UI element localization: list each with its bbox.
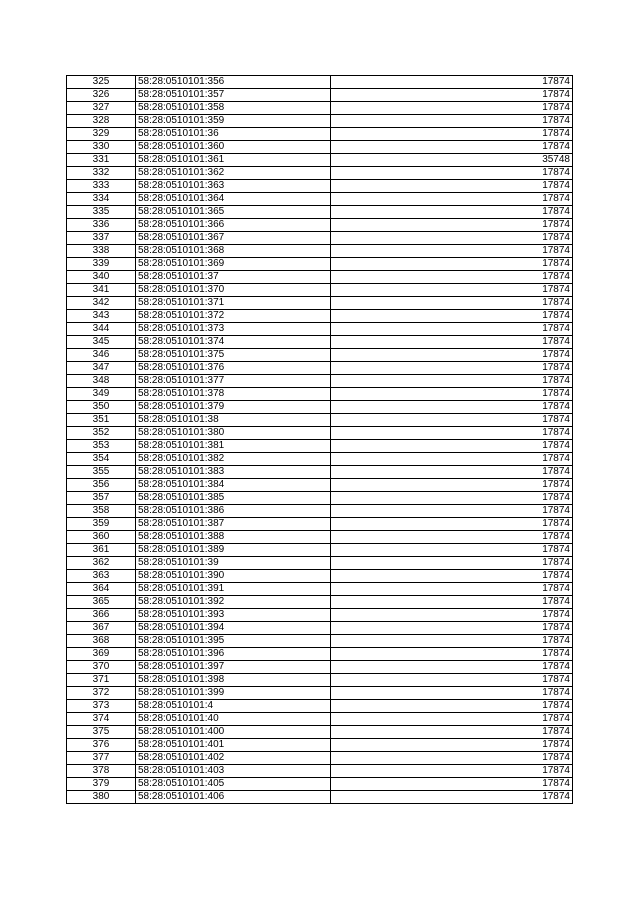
value-cell: 17874 (331, 674, 573, 687)
table-row (67, 492, 573, 505)
table-row (67, 440, 573, 453)
row-number-cell: 364 (67, 583, 136, 596)
value-cell: 17874 (331, 102, 573, 115)
table-row (67, 193, 573, 206)
row-number-cell: 339 (67, 258, 136, 271)
cadastral-number-cell: 58:28:0510101:39 (136, 557, 331, 570)
row-number-cell: 344 (67, 323, 136, 336)
value-cell: 17874 (331, 440, 573, 453)
value-cell: 17874 (331, 466, 573, 479)
cadastral-number-cell: 58:28:0510101:397 (136, 661, 331, 674)
table-row (67, 258, 573, 271)
value-cell: 17874 (331, 700, 573, 713)
value-cell: 17874 (331, 648, 573, 661)
cadastral-number-cell: 58:28:0510101:392 (136, 596, 331, 609)
row-number-cell: 369 (67, 648, 136, 661)
row-number-cell: 349 (67, 388, 136, 401)
row-number-cell: 374 (67, 713, 136, 726)
table-row (67, 349, 573, 362)
value-cell: 17874 (331, 336, 573, 349)
table-row (67, 375, 573, 388)
value-cell: 17874 (331, 518, 573, 531)
cadastral-number-cell: 58:28:0510101:37 (136, 271, 331, 284)
table-row (67, 89, 573, 102)
row-number-cell: 358 (67, 505, 136, 518)
value-cell: 17874 (331, 479, 573, 492)
table-row (67, 388, 573, 401)
table-row (67, 531, 573, 544)
row-number-cell: 356 (67, 479, 136, 492)
row-number-cell: 365 (67, 596, 136, 609)
cadastral-number-cell: 58:28:0510101:382 (136, 453, 331, 466)
row-number-cell: 337 (67, 232, 136, 245)
value-cell: 17874 (331, 635, 573, 648)
row-number-cell: 373 (67, 700, 136, 713)
row-number-cell: 325 (67, 76, 136, 89)
cadastral-number-cell: 58:28:0510101:38 (136, 414, 331, 427)
row-number-cell: 363 (67, 570, 136, 583)
row-number-cell: 331 (67, 154, 136, 167)
table-row (67, 102, 573, 115)
table-row (67, 245, 573, 258)
value-cell: 17874 (331, 414, 573, 427)
row-number-cell: 376 (67, 739, 136, 752)
value-cell: 17874 (331, 596, 573, 609)
row-number-cell: 372 (67, 687, 136, 700)
value-cell: 17874 (331, 232, 573, 245)
cadastral-number-cell: 58:28:0510101:388 (136, 531, 331, 544)
cadastral-number-cell: 58:28:0510101:362 (136, 167, 331, 180)
row-number-cell: 351 (67, 414, 136, 427)
value-cell: 17874 (331, 609, 573, 622)
value-cell: 17874 (331, 713, 573, 726)
value-cell: 17874 (331, 570, 573, 583)
parcel-table (66, 75, 573, 804)
value-cell: 17874 (331, 505, 573, 518)
row-number-cell: 370 (67, 661, 136, 674)
cadastral-number-cell: 58:28:0510101:406 (136, 791, 331, 804)
value-cell: 17874 (331, 427, 573, 440)
row-number-cell: 336 (67, 219, 136, 232)
value-cell: 17874 (331, 687, 573, 700)
row-number-cell: 375 (67, 726, 136, 739)
value-cell: 17874 (331, 180, 573, 193)
cadastral-number-cell: 58:28:0510101:385 (136, 492, 331, 505)
table-row (67, 271, 573, 284)
cadastral-number-cell: 58:28:0510101:378 (136, 388, 331, 401)
value-cell: 17874 (331, 271, 573, 284)
row-number-cell: 380 (67, 791, 136, 804)
cadastral-number-cell: 58:28:0510101:375 (136, 349, 331, 362)
table-row (67, 453, 573, 466)
row-number-cell: 367 (67, 622, 136, 635)
row-number-cell: 352 (67, 427, 136, 440)
table-row (67, 297, 573, 310)
table-row (67, 674, 573, 687)
value-cell: 17874 (331, 206, 573, 219)
row-number-cell: 360 (67, 531, 136, 544)
row-number-cell: 355 (67, 466, 136, 479)
cadastral-number-cell: 58:28:0510101:4 (136, 700, 331, 713)
cadastral-number-cell: 58:28:0510101:386 (136, 505, 331, 518)
row-number-cell: 329 (67, 128, 136, 141)
cadastral-number-cell: 58:28:0510101:374 (136, 336, 331, 349)
value-cell: 17874 (331, 349, 573, 362)
value-cell: 17874 (331, 141, 573, 154)
table-row (67, 700, 573, 713)
cadastral-number-cell: 58:28:0510101:396 (136, 648, 331, 661)
cadastral-number-cell: 58:28:0510101:390 (136, 570, 331, 583)
row-number-cell: 342 (67, 297, 136, 310)
table-row (67, 505, 573, 518)
table-row (67, 635, 573, 648)
value-cell: 17874 (331, 323, 573, 336)
cadastral-number-cell: 58:28:0510101:380 (136, 427, 331, 440)
row-number-cell: 353 (67, 440, 136, 453)
row-number-cell: 328 (67, 115, 136, 128)
value-cell: 17874 (331, 765, 573, 778)
value-cell: 17874 (331, 401, 573, 414)
cadastral-number-cell: 58:28:0510101:389 (136, 544, 331, 557)
value-cell: 17874 (331, 492, 573, 505)
parcel-table-body (67, 76, 573, 804)
value-cell: 17874 (331, 739, 573, 752)
cadastral-number-cell: 58:28:0510101:393 (136, 609, 331, 622)
table-row (67, 609, 573, 622)
table-row (67, 778, 573, 791)
cadastral-number-cell: 58:28:0510101:366 (136, 219, 331, 232)
table-row (67, 752, 573, 765)
cadastral-number-cell: 58:28:0510101:387 (136, 518, 331, 531)
table-row (67, 622, 573, 635)
row-number-cell: 361 (67, 544, 136, 557)
value-cell: 17874 (331, 661, 573, 674)
row-number-cell: 345 (67, 336, 136, 349)
value-cell: 17874 (331, 76, 573, 89)
value-cell: 17874 (331, 297, 573, 310)
value-cell: 17874 (331, 193, 573, 206)
cadastral-number-cell: 58:28:0510101:40 (136, 713, 331, 726)
cadastral-number-cell: 58:28:0510101:363 (136, 180, 331, 193)
table-row (67, 596, 573, 609)
row-number-cell: 343 (67, 310, 136, 323)
row-number-cell: 347 (67, 362, 136, 375)
value-cell: 17874 (331, 128, 573, 141)
row-number-cell: 357 (67, 492, 136, 505)
row-number-cell: 333 (67, 180, 136, 193)
table-row (67, 726, 573, 739)
value-cell: 17874 (331, 167, 573, 180)
row-number-cell: 348 (67, 375, 136, 388)
cadastral-number-cell: 58:28:0510101:368 (136, 245, 331, 258)
cadastral-number-cell: 58:28:0510101:357 (136, 89, 331, 102)
row-number-cell: 368 (67, 635, 136, 648)
cadastral-number-cell: 58:28:0510101:383 (136, 466, 331, 479)
row-number-cell: 371 (67, 674, 136, 687)
row-number-cell: 334 (67, 193, 136, 206)
value-cell: 17874 (331, 544, 573, 557)
table-row (67, 401, 573, 414)
value-cell: 17874 (331, 557, 573, 570)
table-row (67, 232, 573, 245)
row-number-cell: 359 (67, 518, 136, 531)
cadastral-number-cell: 58:28:0510101:365 (136, 206, 331, 219)
value-cell: 17874 (331, 388, 573, 401)
table-row (67, 362, 573, 375)
cadastral-number-cell: 58:28:0510101:401 (136, 739, 331, 752)
cadastral-number-cell: 58:28:0510101:367 (136, 232, 331, 245)
table-row (67, 661, 573, 674)
value-cell: 17874 (331, 752, 573, 765)
table-row (67, 336, 573, 349)
cadastral-number-cell: 58:28:0510101:361 (136, 154, 331, 167)
table-row (67, 518, 573, 531)
row-number-cell: 332 (67, 167, 136, 180)
table-row (67, 206, 573, 219)
row-number-cell: 326 (67, 89, 136, 102)
value-cell: 17874 (331, 583, 573, 596)
table-row (67, 115, 573, 128)
cadastral-number-cell: 58:28:0510101:369 (136, 258, 331, 271)
cadastral-number-cell: 58:28:0510101:402 (136, 752, 331, 765)
row-number-cell: 362 (67, 557, 136, 570)
cadastral-number-cell: 58:28:0510101:400 (136, 726, 331, 739)
value-cell: 17874 (331, 245, 573, 258)
row-number-cell: 346 (67, 349, 136, 362)
table-row (67, 570, 573, 583)
value-cell: 17874 (331, 375, 573, 388)
table-row (67, 323, 573, 336)
cadastral-number-cell: 58:28:0510101:381 (136, 440, 331, 453)
table-row (67, 414, 573, 427)
cadastral-number-cell: 58:28:0510101:377 (136, 375, 331, 388)
table-row (67, 544, 573, 557)
row-number-cell: 378 (67, 765, 136, 778)
row-number-cell: 354 (67, 453, 136, 466)
value-cell: 17874 (331, 726, 573, 739)
table-row (67, 479, 573, 492)
table-row (67, 791, 573, 804)
cadastral-number-cell: 58:28:0510101:399 (136, 687, 331, 700)
table-row (67, 648, 573, 661)
value-cell: 17874 (331, 284, 573, 297)
cadastral-number-cell: 58:28:0510101:358 (136, 102, 331, 115)
value-cell: 17874 (331, 89, 573, 102)
cadastral-number-cell: 58:28:0510101:379 (136, 401, 331, 414)
cadastral-number-cell: 58:28:0510101:364 (136, 193, 331, 206)
table-row (67, 154, 573, 167)
cadastral-number-cell: 58:28:0510101:36 (136, 128, 331, 141)
row-number-cell: 330 (67, 141, 136, 154)
value-cell: 17874 (331, 791, 573, 804)
cadastral-number-cell: 58:28:0510101:371 (136, 297, 331, 310)
value-cell: 17874 (331, 778, 573, 791)
cadastral-number-cell: 58:28:0510101:395 (136, 635, 331, 648)
cadastral-number-cell: 58:28:0510101:391 (136, 583, 331, 596)
cadastral-number-cell: 58:28:0510101:384 (136, 479, 331, 492)
row-number-cell: 338 (67, 245, 136, 258)
cadastral-number-cell: 58:28:0510101:370 (136, 284, 331, 297)
table-row (67, 219, 573, 232)
row-number-cell: 341 (67, 284, 136, 297)
value-cell: 17874 (331, 622, 573, 635)
table-row (67, 466, 573, 479)
cadastral-number-cell: 58:28:0510101:372 (136, 310, 331, 323)
table-row (67, 739, 573, 752)
cadastral-number-cell: 58:28:0510101:373 (136, 323, 331, 336)
row-number-cell: 335 (67, 206, 136, 219)
row-number-cell: 377 (67, 752, 136, 765)
cadastral-number-cell: 58:28:0510101:360 (136, 141, 331, 154)
table-row (67, 583, 573, 596)
table-row (67, 128, 573, 141)
table-row (67, 167, 573, 180)
row-number-cell: 340 (67, 271, 136, 284)
table-row (67, 310, 573, 323)
table-row (67, 180, 573, 193)
value-cell: 17874 (331, 531, 573, 544)
table-row (67, 687, 573, 700)
cadastral-number-cell: 58:28:0510101:403 (136, 765, 331, 778)
value-cell: 17874 (331, 258, 573, 271)
cadastral-number-cell: 58:28:0510101:359 (136, 115, 331, 128)
table-row (67, 284, 573, 297)
cadastral-number-cell: 58:28:0510101:394 (136, 622, 331, 635)
table-row (67, 765, 573, 778)
cadastral-number-cell: 58:28:0510101:398 (136, 674, 331, 687)
cadastral-number-cell: 58:28:0510101:405 (136, 778, 331, 791)
row-number-cell: 366 (67, 609, 136, 622)
table-row (67, 427, 573, 440)
cadastral-number-cell: 58:28:0510101:356 (136, 76, 331, 89)
table-row (67, 713, 573, 726)
value-cell: 17874 (331, 453, 573, 466)
table-row (67, 141, 573, 154)
row-number-cell: 350 (67, 401, 136, 414)
table-row (67, 557, 573, 570)
table-row (67, 76, 573, 89)
value-cell: 17874 (331, 115, 573, 128)
cadastral-number-cell: 58:28:0510101:376 (136, 362, 331, 375)
row-number-cell: 327 (67, 102, 136, 115)
value-cell: 17874 (331, 219, 573, 232)
value-cell: 17874 (331, 310, 573, 323)
value-cell: 35748 (331, 154, 573, 167)
row-number-cell: 379 (67, 778, 136, 791)
value-cell: 17874 (331, 362, 573, 375)
